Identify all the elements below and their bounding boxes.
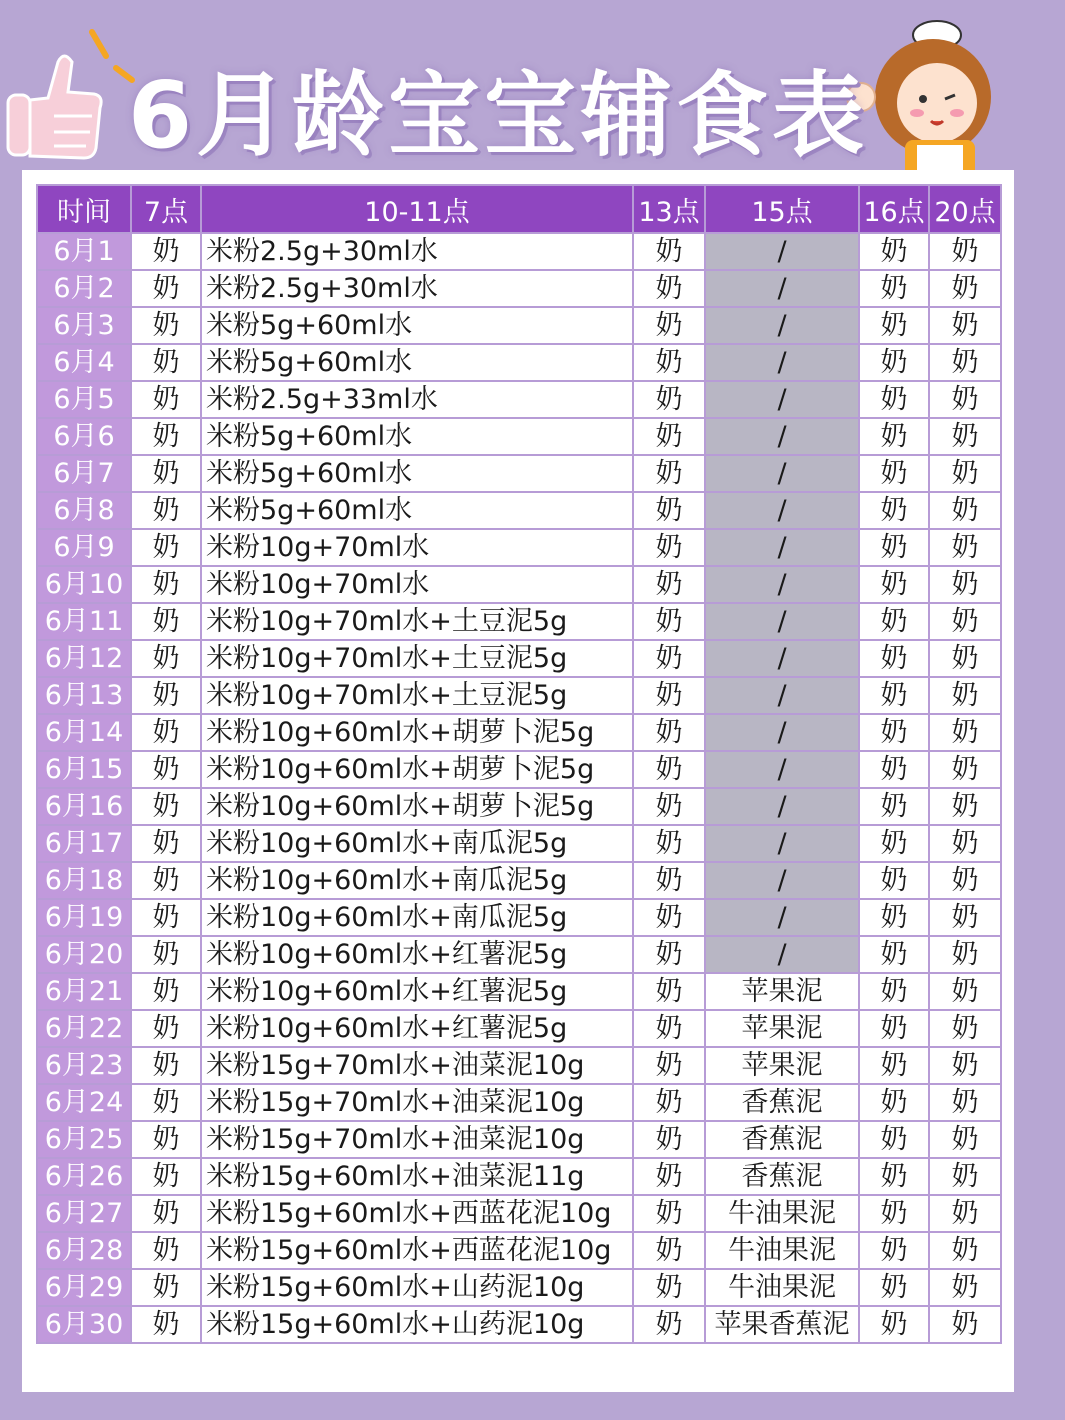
cell-c7: 奶 xyxy=(131,788,201,825)
cell-c7: 奶 xyxy=(131,936,201,973)
cell-c13: 奶 xyxy=(633,862,705,899)
cell-c10: 米粉10g+60ml水+南瓜泥5g xyxy=(201,862,633,899)
cell-c15: / xyxy=(705,233,859,270)
cell-c7: 奶 xyxy=(131,603,201,640)
cell-c7: 奶 xyxy=(131,233,201,270)
cell-c16: 奶 xyxy=(859,788,929,825)
cell-c15: / xyxy=(705,751,859,788)
table-row xyxy=(37,1232,1001,1269)
table-row xyxy=(37,936,1001,973)
cell-c15: / xyxy=(705,344,859,381)
header-16: 16点 xyxy=(859,185,929,233)
cell-c13: 奶 xyxy=(633,418,705,455)
cell-c15: / xyxy=(705,270,859,307)
cell-date: 6月27 xyxy=(37,1195,131,1232)
cell-c15: 香蕉泥 xyxy=(705,1158,859,1195)
table-row xyxy=(37,381,1001,418)
cell-c13: 奶 xyxy=(633,1232,705,1269)
cell-date: 6月24 xyxy=(37,1084,131,1121)
header-15: 15点 xyxy=(705,185,859,233)
cell-c20: 奶 xyxy=(929,899,1001,936)
table-row xyxy=(37,1195,1001,1232)
cell-c13: 奶 xyxy=(633,640,705,677)
cell-c7: 奶 xyxy=(131,640,201,677)
cell-c10: 米粉15g+60ml水+山药泥10g xyxy=(201,1306,633,1343)
cell-c20: 奶 xyxy=(929,788,1001,825)
cell-c10: 米粉10g+70ml水 xyxy=(201,529,633,566)
cell-date: 6月12 xyxy=(37,640,131,677)
cell-c13: 奶 xyxy=(633,529,705,566)
table-row xyxy=(37,862,1001,899)
cell-c20: 奶 xyxy=(929,1269,1001,1306)
table-row xyxy=(37,270,1001,307)
chef-girl-icon xyxy=(845,5,1025,185)
table-row xyxy=(37,1306,1001,1343)
cell-c16: 奶 xyxy=(859,640,929,677)
cell-date: 6月13 xyxy=(37,677,131,714)
cell-c7: 奶 xyxy=(131,270,201,307)
cell-c10: 米粉10g+70ml水+土豆泥5g xyxy=(201,640,633,677)
cell-c20: 奶 xyxy=(929,603,1001,640)
cell-date: 6月1 xyxy=(37,233,131,270)
cell-c10: 米粉15g+60ml水+西蓝花泥10g xyxy=(201,1195,633,1232)
feeding-schedule-table xyxy=(36,184,1002,1344)
cell-c7: 奶 xyxy=(131,307,201,344)
cell-c13: 奶 xyxy=(633,492,705,529)
cell-c15: 苹果泥 xyxy=(705,973,859,1010)
cell-date: 6月23 xyxy=(37,1047,131,1084)
cell-c15: / xyxy=(705,714,859,751)
cell-c15: 牛油果泥 xyxy=(705,1195,859,1232)
cell-c20: 奶 xyxy=(929,344,1001,381)
cell-c10: 米粉15g+60ml水+山药泥10g xyxy=(201,1269,633,1306)
cell-c16: 奶 xyxy=(859,344,929,381)
table-row xyxy=(37,492,1001,529)
cell-c15: / xyxy=(705,529,859,566)
cell-c15: / xyxy=(705,307,859,344)
cell-c16: 奶 xyxy=(859,1269,929,1306)
cell-c13: 奶 xyxy=(633,1306,705,1343)
cell-c10: 米粉10g+60ml水+胡萝卜泥5g xyxy=(201,751,633,788)
cell-c10: 米粉10g+60ml水+南瓜泥5g xyxy=(201,899,633,936)
cell-c13: 奶 xyxy=(633,1047,705,1084)
cell-c20: 奶 xyxy=(929,270,1001,307)
cell-c10: 米粉15g+60ml水+油菜泥11g xyxy=(201,1158,633,1195)
cell-c13: 奶 xyxy=(633,899,705,936)
table-row xyxy=(37,455,1001,492)
table-row xyxy=(37,233,1001,270)
cell-c10: 米粉10g+60ml水+红薯泥5g xyxy=(201,936,633,973)
cell-c15: 香蕉泥 xyxy=(705,1084,859,1121)
cell-c16: 奶 xyxy=(859,714,929,751)
cell-c10: 米粉15g+70ml水+油菜泥10g xyxy=(201,1121,633,1158)
table-row xyxy=(37,640,1001,677)
cell-c13: 奶 xyxy=(633,714,705,751)
cell-c15: 苹果香蕉泥 xyxy=(705,1306,859,1343)
cell-c20: 奶 xyxy=(929,1121,1001,1158)
cell-c16: 奶 xyxy=(859,1306,929,1343)
cell-c13: 奶 xyxy=(633,751,705,788)
header-time: 时间 xyxy=(37,185,131,233)
cell-c16: 奶 xyxy=(859,1047,929,1084)
cell-c16: 奶 xyxy=(859,603,929,640)
table-row xyxy=(37,714,1001,751)
table-row xyxy=(37,566,1001,603)
cell-c20: 奶 xyxy=(929,566,1001,603)
cell-c10: 米粉5g+60ml水 xyxy=(201,344,633,381)
cell-c13: 奶 xyxy=(633,677,705,714)
header-13: 13点 xyxy=(633,185,705,233)
cell-c13: 奶 xyxy=(633,1010,705,1047)
cell-c7: 奶 xyxy=(131,973,201,1010)
cell-c13: 奶 xyxy=(633,455,705,492)
cell-c16: 奶 xyxy=(859,418,929,455)
header-10-11: 10-11点 xyxy=(201,185,633,233)
cell-c20: 奶 xyxy=(929,1158,1001,1195)
table-row xyxy=(37,899,1001,936)
cell-date: 6月9 xyxy=(37,529,131,566)
cell-c16: 奶 xyxy=(859,899,929,936)
cell-date: 6月20 xyxy=(37,936,131,973)
cell-c15: 苹果泥 xyxy=(705,1047,859,1084)
cell-c16: 奶 xyxy=(859,455,929,492)
cell-c20: 奶 xyxy=(929,640,1001,677)
cell-c13: 奶 xyxy=(633,973,705,1010)
cell-c15: 牛油果泥 xyxy=(705,1269,859,1306)
cell-c20: 奶 xyxy=(929,381,1001,418)
cell-c10: 米粉10g+60ml水+胡萝卜泥5g xyxy=(201,788,633,825)
cell-c10: 米粉10g+60ml水+红薯泥5g xyxy=(201,1010,633,1047)
cell-c13: 奶 xyxy=(633,788,705,825)
cell-date: 6月28 xyxy=(37,1232,131,1269)
table-row xyxy=(37,603,1001,640)
cell-c20: 奶 xyxy=(929,1084,1001,1121)
table-row xyxy=(37,1010,1001,1047)
cell-date: 6月15 xyxy=(37,751,131,788)
cell-date: 6月8 xyxy=(37,492,131,529)
cell-c20: 奶 xyxy=(929,862,1001,899)
schedule-card xyxy=(22,170,1014,1392)
cell-c10: 米粉2.5g+30ml水 xyxy=(201,233,633,270)
header-7: 7点 xyxy=(131,185,201,233)
cell-c7: 奶 xyxy=(131,1047,201,1084)
cell-date: 6月21 xyxy=(37,973,131,1010)
cell-c13: 奶 xyxy=(633,381,705,418)
cell-c13: 奶 xyxy=(633,344,705,381)
cell-c13: 奶 xyxy=(633,1121,705,1158)
cell-date: 6月30 xyxy=(37,1306,131,1343)
cell-c16: 奶 xyxy=(859,381,929,418)
cell-c20: 奶 xyxy=(929,1047,1001,1084)
cell-c16: 奶 xyxy=(859,936,929,973)
cell-date: 6月14 xyxy=(37,714,131,751)
cell-date: 6月22 xyxy=(37,1010,131,1047)
cell-c10: 米粉5g+60ml水 xyxy=(201,307,633,344)
cell-c13: 奶 xyxy=(633,270,705,307)
cell-c15: / xyxy=(705,492,859,529)
cell-c16: 奶 xyxy=(859,973,929,1010)
cell-c20: 奶 xyxy=(929,751,1001,788)
cell-c20: 奶 xyxy=(929,1232,1001,1269)
cell-c13: 奶 xyxy=(633,936,705,973)
cell-c13: 奶 xyxy=(633,307,705,344)
table-row xyxy=(37,418,1001,455)
cell-c10: 米粉2.5g+30ml水 xyxy=(201,270,633,307)
cell-c10: 米粉5g+60ml水 xyxy=(201,455,633,492)
cell-c10: 米粉10g+60ml水+红薯泥5g xyxy=(201,973,633,1010)
cell-c10: 米粉10g+70ml水 xyxy=(201,566,633,603)
cell-c7: 奶 xyxy=(131,714,201,751)
cell-date: 6月11 xyxy=(37,603,131,640)
cell-c16: 奶 xyxy=(859,1195,929,1232)
cell-c7: 奶 xyxy=(131,1158,201,1195)
cell-c13: 奶 xyxy=(633,1269,705,1306)
cell-c16: 奶 xyxy=(859,1084,929,1121)
table-row xyxy=(37,307,1001,344)
header-20: 20点 xyxy=(929,185,1001,233)
cell-c16: 奶 xyxy=(859,1121,929,1158)
table-row xyxy=(37,973,1001,1010)
cell-c7: 奶 xyxy=(131,751,201,788)
cell-c13: 奶 xyxy=(633,1084,705,1121)
cell-c16: 奶 xyxy=(859,270,929,307)
cell-c7: 奶 xyxy=(131,862,201,899)
cell-c20: 奶 xyxy=(929,492,1001,529)
table-header-row xyxy=(37,185,1001,233)
cell-c7: 奶 xyxy=(131,1010,201,1047)
cell-c10: 米粉5g+60ml水 xyxy=(201,492,633,529)
cell-c20: 奶 xyxy=(929,973,1001,1010)
table-row xyxy=(37,677,1001,714)
cell-c15: / xyxy=(705,640,859,677)
cell-c15: / xyxy=(705,936,859,973)
cell-c20: 奶 xyxy=(929,233,1001,270)
cell-date: 6月6 xyxy=(37,418,131,455)
cell-c16: 奶 xyxy=(859,751,929,788)
table-row xyxy=(37,788,1001,825)
cell-c16: 奶 xyxy=(859,566,929,603)
cell-c16: 奶 xyxy=(859,492,929,529)
cell-c15: 苹果泥 xyxy=(705,1010,859,1047)
cell-date: 6月17 xyxy=(37,825,131,862)
cell-c7: 奶 xyxy=(131,566,201,603)
cell-date: 6月19 xyxy=(37,899,131,936)
cell-c20: 奶 xyxy=(929,1195,1001,1232)
table-row xyxy=(37,751,1001,788)
cell-c20: 奶 xyxy=(929,307,1001,344)
cell-c15: / xyxy=(705,862,859,899)
cell-c20: 奶 xyxy=(929,677,1001,714)
cell-c15: / xyxy=(705,418,859,455)
cell-c16: 奶 xyxy=(859,307,929,344)
cell-c16: 奶 xyxy=(859,529,929,566)
cell-c16: 奶 xyxy=(859,233,929,270)
cell-c13: 奶 xyxy=(633,603,705,640)
cell-c7: 奶 xyxy=(131,1269,201,1306)
cell-date: 6月16 xyxy=(37,788,131,825)
cell-c15: / xyxy=(705,899,859,936)
cell-date: 6月29 xyxy=(37,1269,131,1306)
cell-c10: 米粉15g+70ml水+油菜泥10g xyxy=(201,1047,633,1084)
cell-c7: 奶 xyxy=(131,1306,201,1343)
cell-c10: 米粉10g+60ml水+南瓜泥5g xyxy=(201,825,633,862)
cell-date: 6月5 xyxy=(37,381,131,418)
cell-c7: 奶 xyxy=(131,825,201,862)
cell-c15: / xyxy=(705,381,859,418)
cell-c16: 奶 xyxy=(859,1232,929,1269)
cell-c7: 奶 xyxy=(131,677,201,714)
cell-date: 6月7 xyxy=(37,455,131,492)
cell-c15: 香蕉泥 xyxy=(705,1121,859,1158)
table-row xyxy=(37,1158,1001,1195)
cell-date: 6月4 xyxy=(37,344,131,381)
table-row xyxy=(37,1047,1001,1084)
cell-c20: 奶 xyxy=(929,714,1001,751)
cell-c16: 奶 xyxy=(859,862,929,899)
cell-c10: 米粉2.5g+33ml水 xyxy=(201,381,633,418)
cell-c7: 奶 xyxy=(131,1121,201,1158)
cell-c15: 牛油果泥 xyxy=(705,1232,859,1269)
table-row xyxy=(37,344,1001,381)
cell-date: 6月26 xyxy=(37,1158,131,1195)
cell-c7: 奶 xyxy=(131,418,201,455)
cell-c20: 奶 xyxy=(929,418,1001,455)
cell-c13: 奶 xyxy=(633,1158,705,1195)
cell-c13: 奶 xyxy=(633,1195,705,1232)
cell-c10: 米粉5g+60ml水 xyxy=(201,418,633,455)
cell-c7: 奶 xyxy=(131,1084,201,1121)
cell-c7: 奶 xyxy=(131,381,201,418)
cell-c15: / xyxy=(705,788,859,825)
cell-c20: 奶 xyxy=(929,936,1001,973)
cell-c15: / xyxy=(705,566,859,603)
cell-c20: 奶 xyxy=(929,1306,1001,1343)
table-row xyxy=(37,529,1001,566)
cell-date: 6月10 xyxy=(37,566,131,603)
cell-c16: 奶 xyxy=(859,825,929,862)
cell-c7: 奶 xyxy=(131,1195,201,1232)
cell-date: 6月3 xyxy=(37,307,131,344)
cell-c15: / xyxy=(705,455,859,492)
cell-c13: 奶 xyxy=(633,566,705,603)
cell-c16: 奶 xyxy=(859,1158,929,1195)
cell-c10: 米粉15g+70ml水+油菜泥10g xyxy=(201,1084,633,1121)
cell-date: 6月18 xyxy=(37,862,131,899)
cell-c20: 奶 xyxy=(929,825,1001,862)
cell-c7: 奶 xyxy=(131,344,201,381)
cell-date: 6月2 xyxy=(37,270,131,307)
cell-c20: 奶 xyxy=(929,529,1001,566)
cell-c10: 米粉10g+70ml水+土豆泥5g xyxy=(201,677,633,714)
table-row xyxy=(37,1084,1001,1121)
cell-c7: 奶 xyxy=(131,492,201,529)
cell-c7: 奶 xyxy=(131,529,201,566)
cell-c10: 米粉10g+70ml水+土豆泥5g xyxy=(201,603,633,640)
cell-c13: 奶 xyxy=(633,825,705,862)
cell-c13: 奶 xyxy=(633,233,705,270)
cell-date: 6月25 xyxy=(37,1121,131,1158)
table-row xyxy=(37,1269,1001,1306)
cell-c10: 米粉15g+60ml水+西蓝花泥10g xyxy=(201,1232,633,1269)
cell-c20: 奶 xyxy=(929,455,1001,492)
table-row xyxy=(37,825,1001,862)
table-row xyxy=(37,1121,1001,1158)
cell-c10: 米粉10g+60ml水+胡萝卜泥5g xyxy=(201,714,633,751)
cell-c15: / xyxy=(705,677,859,714)
cell-c20: 奶 xyxy=(929,1010,1001,1047)
cell-c7: 奶 xyxy=(131,455,201,492)
cell-c7: 奶 xyxy=(131,1232,201,1269)
cell-c15: / xyxy=(705,603,859,640)
cell-c15: / xyxy=(705,825,859,862)
cell-c16: 奶 xyxy=(859,677,929,714)
page-title: 6月龄宝宝辅食表 xyxy=(128,62,869,169)
cell-c7: 奶 xyxy=(131,899,201,936)
cell-c16: 奶 xyxy=(859,1010,929,1047)
